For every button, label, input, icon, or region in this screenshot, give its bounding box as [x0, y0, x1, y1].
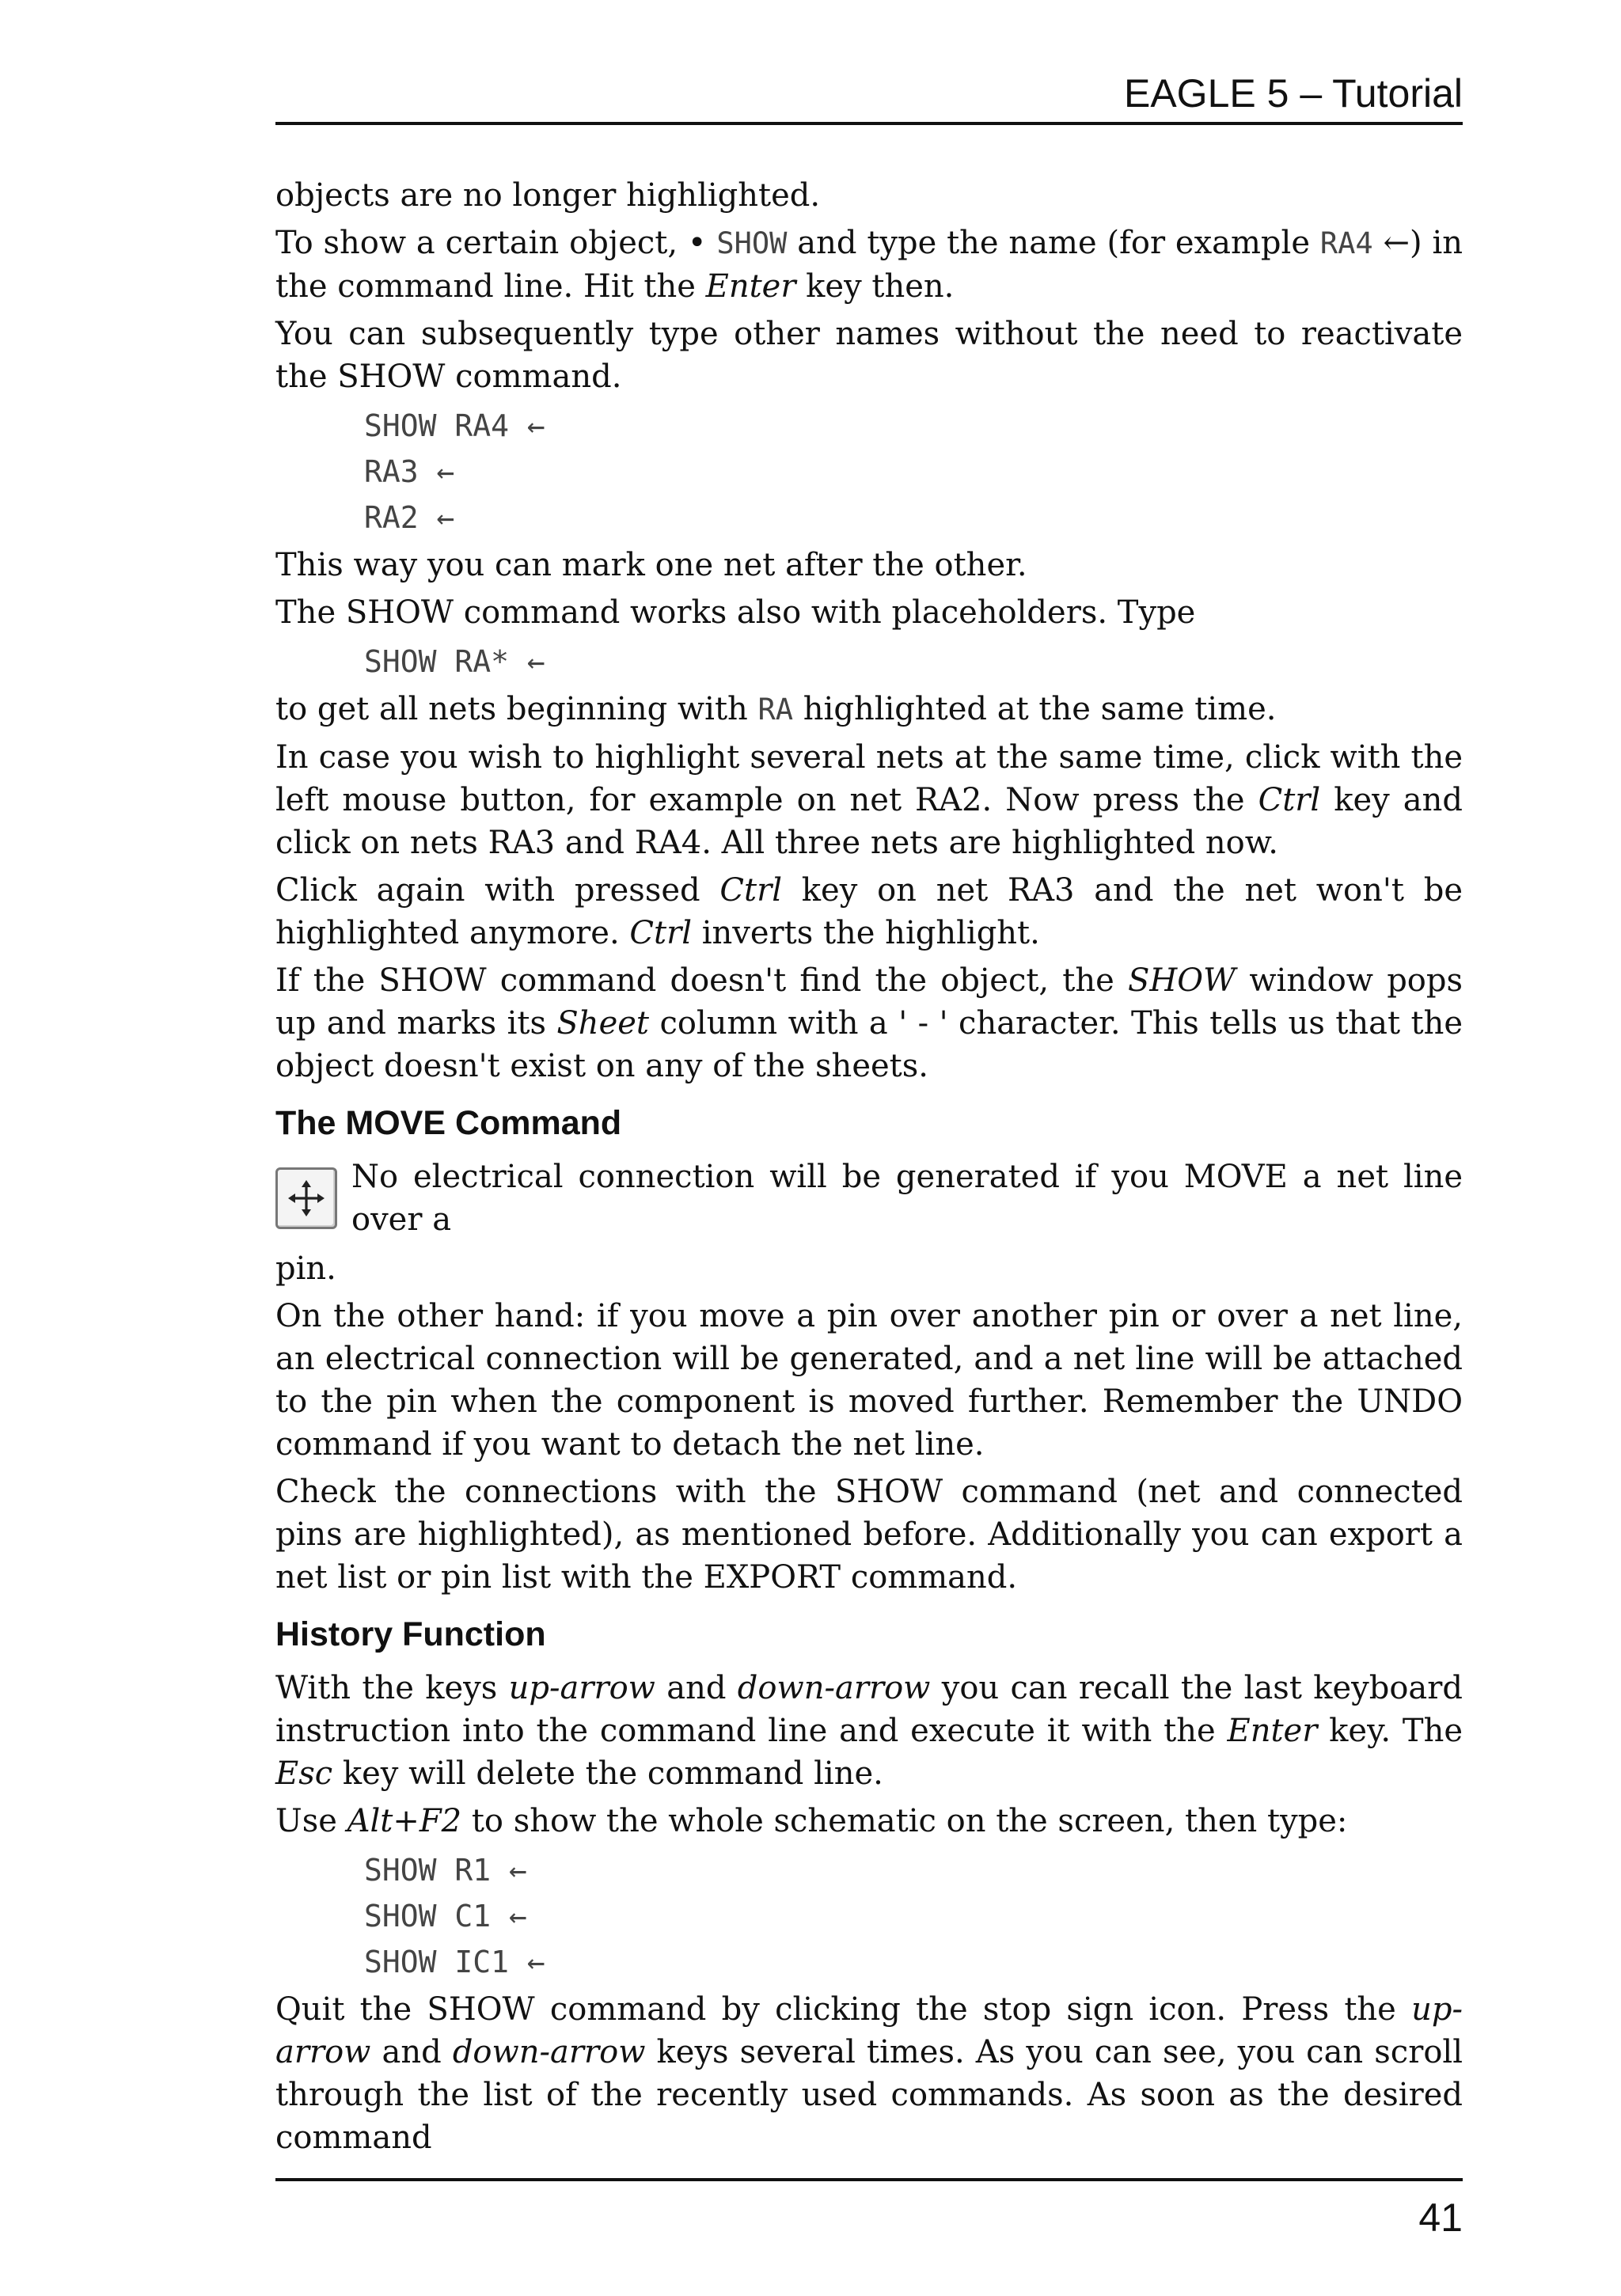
section-heading: The MOVE Command [275, 1104, 622, 1142]
inline-code: SHOW [716, 226, 788, 260]
paragraph: To show a certain object, • SHOW and type the name (for example RA4 ←) in the command line. Hit the Enter key then. [275, 225, 1463, 305]
page-number: 41 [1418, 2195, 1463, 2240]
paragraph: Check the connections with the SHOW command (net and connected pins are highlighted), as mentioned before. Additionally you can export a net list or pin list with the EXPORT command. [275, 1474, 1463, 1596]
paragraph: You can subsequently type other names without the need to reactivate the SHOW command. [275, 316, 1463, 395]
paragraph: This way you can mark one net after the other. [275, 547, 1027, 583]
paragraph: pin. [275, 1250, 336, 1287]
move-command-row [275, 1156, 1463, 1241]
header-rule [275, 122, 1463, 125]
code-block [364, 639, 1463, 685]
code-block [364, 403, 1463, 541]
code-line: RA3 ← [364, 454, 455, 489]
paragraph: The SHOW command works also with placeholders. Type [275, 594, 1196, 631]
code-line: SHOW R1 ← [364, 1853, 527, 1888]
code-line: SHOW RA* ← [364, 644, 545, 679]
section-heading: History Function [275, 1615, 546, 1653]
paragraph: No electrical connection will be generated if you MOVE a net line over a [351, 1159, 1463, 1238]
code-block [364, 1847, 1463, 1985]
code-line: SHOW RA4 ← [364, 408, 545, 443]
inline-code: RA [757, 693, 794, 727]
paragraph: With the keys up-arrow and down-arrow you can recall the last keyboard instruction into the command line and execute it with the Enter key. The Esc key will delete the command line. [275, 1670, 1463, 1792]
code-line: SHOW IC1 ← [364, 1945, 545, 1979]
move-icon [275, 1167, 337, 1229]
code-line: SHOW C1 ← [364, 1899, 527, 1934]
paragraph: to get all nets beginning with RA highlighted at the same time. [275, 691, 1277, 727]
footer-rule [275, 2178, 1463, 2181]
paragraph: Use Alt+F2 to show the whole schematic on the screen, then type: [275, 1803, 1348, 1839]
paragraph: Quit the SHOW command by clicking the stop sign icon. Press the up-arrow and down-arrow keys several times. As you can see, you can scroll through the list of the recently used commands. As soon as the desired command [275, 1991, 1463, 2156]
paragraph: In case you wish to highlight several nets at the same time, click with the left mouse button, for example on net RA2. Now press the Ctrl key and click on nets RA3 and RA4. All three nets are highlighted now. [275, 739, 1463, 861]
inline-code: RA4 [1319, 226, 1373, 260]
code-line: RA2 ← [364, 500, 455, 535]
paragraph: If the SHOW command doesn't find the object, the SHOW window pops up and marks its Sheet column with a ' - ' character. This tells us that the object doesn't exist on any of the sheets. [275, 962, 1463, 1084]
paragraph: On the other hand: if you move a pin over another pin or over a net line, an electrical connection will be generated, and a net line will be attached to the pin when the component is moved further. Remember the UNDO command if you want to detach the net line. [275, 1298, 1463, 1463]
header-title: EAGLE 5 – Tutorial [1123, 71, 1463, 116]
paragraph: objects are no longer highlighted. [275, 177, 821, 214]
paragraph: Click again with pressed Ctrl key on net RA3 and the net won't be highlighted anymore. Ctrl inverts the highlight. [275, 872, 1463, 951]
page-body [275, 174, 1463, 2164]
